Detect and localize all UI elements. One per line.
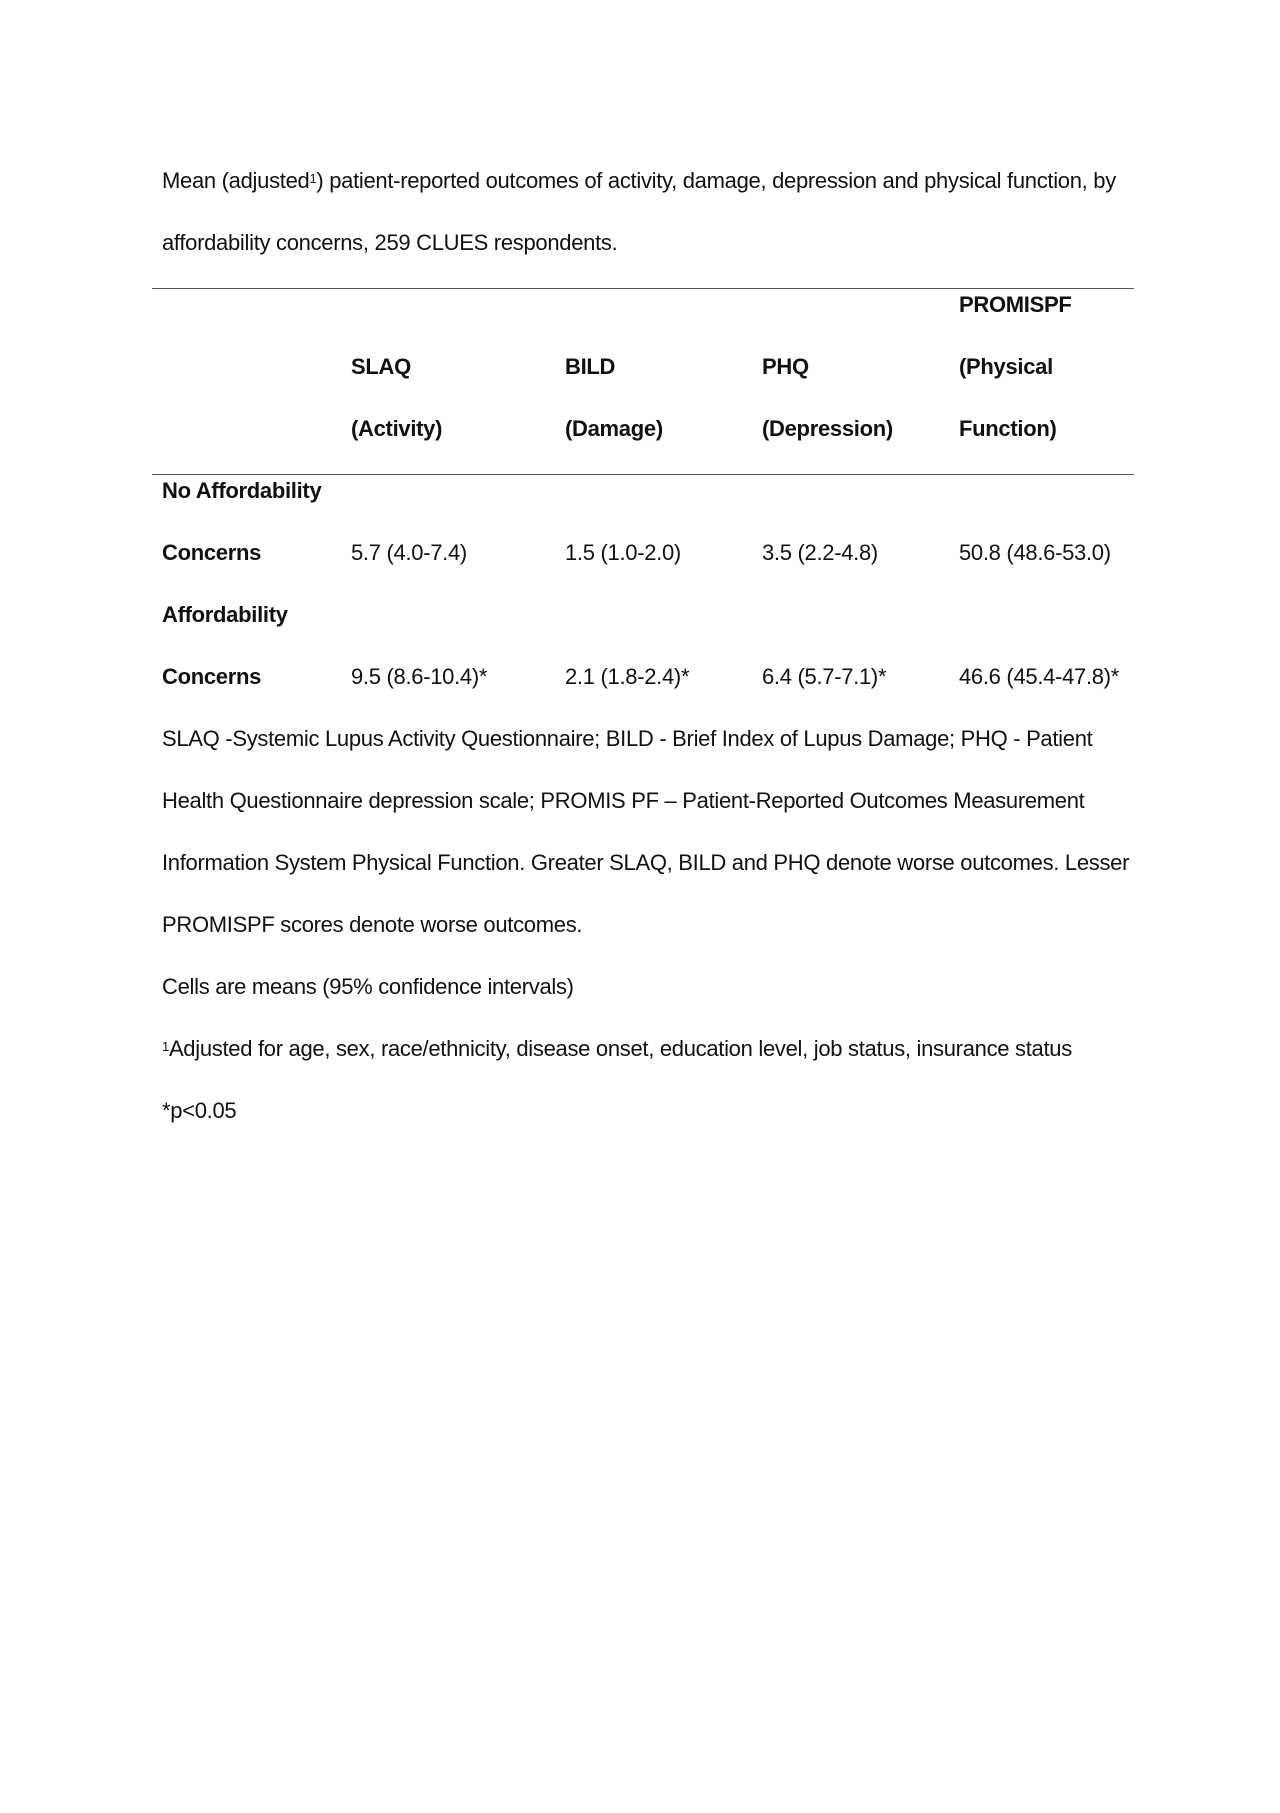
adjustment-note-text: Adjusted for age, sex, race/ethnicity, disease onset, education level, job status, insurance status	[168, 1036, 1072, 1061]
header-bild-sub: (Damage)	[565, 416, 663, 441]
header-phq: PHQ	[762, 354, 809, 379]
table-caption-line-1	[162, 168, 1116, 194]
cells-note: Cells are means (95% confidence intervals)	[162, 974, 574, 999]
adjustment-footnote-marker: 1	[162, 1039, 169, 1054]
cell-bild: 1.5 (1.0-2.0)	[565, 540, 681, 565]
header-promispf-line2: (Physical	[959, 354, 1053, 379]
caption-prefix: Mean (adjusted	[162, 168, 310, 193]
row-label-line1: No Affordability	[162, 478, 322, 503]
header-slaq: SLAQ	[351, 354, 411, 379]
row-label-line2: Concerns	[162, 540, 262, 565]
cell-phq: 3.5 (2.2-4.8)	[762, 540, 878, 565]
abbreviations-note-line-2: Health Questionnaire depression scale; PROMIS PF – Patient-Reported Outcomes Measurement	[162, 788, 1085, 813]
header-promispf-line1: PROMISPF	[959, 292, 1072, 317]
caption-footnote-marker: 1	[309, 171, 317, 186]
cell-slaq: 5.7 (4.0-7.4)	[351, 540, 467, 565]
cell-promispf: 46.6 (45.4-47.8)*	[959, 664, 1120, 689]
table-header-rule	[152, 474, 1134, 475]
table-top-rule	[152, 288, 1134, 289]
cell-bild: 2.1 (1.8-2.4)*	[565, 664, 690, 689]
adjustment-note	[162, 1036, 1072, 1062]
abbreviations-note-line-3: Information System Physical Function. Greater SLAQ, BILD and PHQ denote worse outcomes. Lesser	[162, 850, 1130, 875]
header-phq-sub: (Depression)	[762, 416, 893, 441]
abbreviations-note-line-1: SLAQ -Systemic Lupus Activity Questionnaire; BILD - Brief Index of Lupus Damage; PHQ - Patient	[162, 726, 1093, 751]
caption-suffix: ) patient-reported outcomes of activity, damage, depression and physical function, by	[316, 168, 1116, 193]
abbreviations-note-line-4: PROMISPF scores denote worse outcomes.	[162, 912, 583, 937]
row-label-line1: Affordability	[162, 602, 288, 627]
header-slaq-sub: (Activity)	[351, 416, 443, 441]
header-bild: BILD	[565, 354, 616, 379]
pvalue-note: *p<0.05	[162, 1098, 237, 1123]
cell-phq: 6.4 (5.7-7.1)*	[762, 664, 887, 689]
row-label-line2: Concerns	[162, 664, 262, 689]
cell-slaq: 9.5 (8.6-10.4)*	[351, 664, 488, 689]
header-promispf-line3: Function)	[959, 416, 1057, 441]
table-caption-line-2: affordability concerns, 259 CLUES respondents.	[162, 230, 618, 255]
cell-promispf: 50.8 (48.6-53.0)	[959, 540, 1111, 565]
